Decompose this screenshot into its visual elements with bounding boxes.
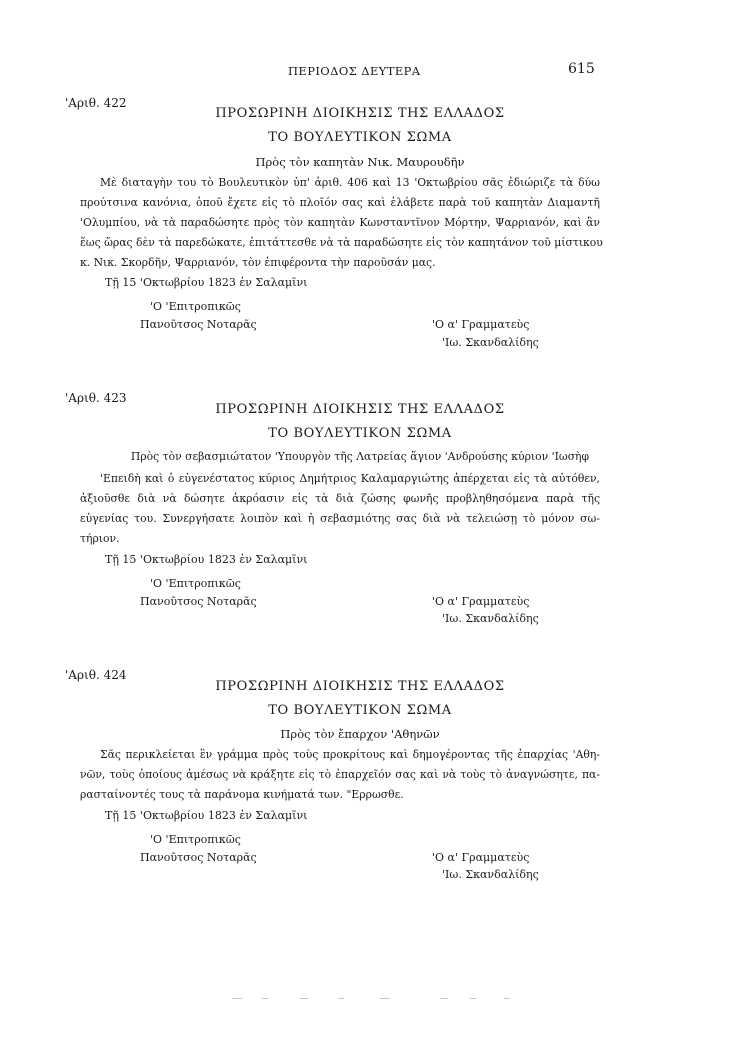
document-subtitle: ΤΟ ΒΟΥΛΕΥΤΙΚΟΝ ΣΩΜΑ xyxy=(268,426,452,441)
document-body xyxy=(80,173,603,273)
scan-speck xyxy=(440,998,448,999)
scan-speck xyxy=(300,998,308,999)
signatory-name: Πανοῦτσος Νοταρᾶς xyxy=(140,851,257,864)
secretary-role: 'Ο α' Γραμματεὺς xyxy=(432,851,530,864)
body-line: νῶν, τοὺς ὁποίους ἀμέσως νὰ κράξητε εἰς τὸ ἐπαρχεῖόν σας καὶ νὰ τοὺς τὸ ἀναγνώσητε, πα- xyxy=(80,768,600,781)
document-subtitle: ΤΟ ΒΟΥΛΕΥΤΙΚΟΝ ΣΩΜΑ xyxy=(268,130,452,145)
body-line: ρασταίνοντές τους τὰ παράνομα κινήματά των. "Ερρωσθε. xyxy=(80,788,404,801)
addressee: Πρὸς τὸν σεβασμιώτατον 'Υπουργὸν τῆς Λατρείας ἅγιον 'Ανδρούσης κύριον 'Ιωσὴφ xyxy=(130,450,590,463)
body-line: εὐγενίας του. Συνεργήσατε λοιπὸν καὶ ἡ σεβασμιότης σας διὰ νὰ τελειώσῃ τὸ μόνον σω- xyxy=(80,512,600,525)
document-body xyxy=(80,469,600,549)
signatory-role: 'Ο 'Επιτροπικῶς xyxy=(150,833,241,846)
secretary-name: 'Ιω. Σκανδαλίδης xyxy=(442,336,539,349)
secretary-role: 'Ο α' Γραμματεὺς xyxy=(432,595,530,608)
date-line: Τῇ 15 'Οκτωβρίου 1823 ἐν Σαλαμῖνι xyxy=(105,276,308,289)
signatory-role: 'Ο 'Επιτροπικῶς xyxy=(150,577,241,590)
body-line: προύτσινα κανόνια, ὁποῦ ἔχετε εἰς τὸ πλοῖόν σας καὶ ἐλάβετε παρὰ τοῦ καπητὰν Διαμαντῆ xyxy=(80,196,600,209)
document-title: ΠΡΟΣΩΡΙΝΗ ΔΙΟΙΚΗΣΙΣ ΤΗΣ ΕΛΛΑΔΟΣ xyxy=(215,679,505,694)
document-number: 'Αριθ. 422 xyxy=(65,96,127,110)
document-subtitle: ΤΟ ΒΟΥΛΕΥΤΙΚΟΝ ΣΩΜΑ xyxy=(268,703,452,718)
scan-speck xyxy=(232,998,242,999)
signatory-name: Πανοῦτσος Νοταρᾶς xyxy=(140,318,257,331)
addressee: Πρὸς τὸν ἔπαρχον 'Αθηνῶν xyxy=(280,727,440,741)
body-line: Σᾶς περικλείεται ἓν γράμμα πρὸς τοὺς προκρίτους καὶ δημογέροντας τῆς ἐπαρχίας 'Αθη- xyxy=(100,748,600,761)
scan-speck xyxy=(262,998,268,999)
date-line: Τῇ 15 'Οκτωβρίου 1823 ἐν Σαλαμῖνι xyxy=(105,809,308,822)
body-line: ἀξιοῦσθε διὰ νὰ δώσητε ἀκρόασιν εἰς τὰ διὰ ζώσης φωνῆς προβληθησόμενα παρὰ τῆς xyxy=(80,492,600,505)
signatory-role: 'Ο 'Επιτροπικῶς xyxy=(150,300,241,313)
page-number: 615 xyxy=(568,61,595,77)
secretary-role: 'Ο α' Γραμματεὺς xyxy=(432,318,530,331)
signatory-name: Πανοῦτσος Νοταρᾶς xyxy=(140,595,257,608)
document-title: ΠΡΟΣΩΡΙΝΗ ΔΙΟΙΚΗΣΙΣ ΤΗΣ ΕΛΛΑΔΟΣ xyxy=(215,402,505,417)
scan-speck xyxy=(470,998,476,999)
addressee: Πρὸς τὸν καπητὰν Νικ. Μαυρουδῆν xyxy=(255,155,465,169)
document-number: 'Αριθ. 424 xyxy=(65,668,127,682)
secretary-name: 'Ιω. Σκανδαλίδης xyxy=(442,868,539,881)
running-title: ΠΕΡΙΟΔΟΣ ΔΕΥΤΕΡΑ xyxy=(288,64,421,78)
secretary-name: 'Ιω. Σκανδαλίδης xyxy=(442,612,539,625)
scan-speck xyxy=(380,998,390,999)
document-title: ΠΡΟΣΩΡΙΝΗ ΔΙΟΙΚΗΣΙΣ ΤΗΣ ΕΛΛΑΔΟΣ xyxy=(215,106,505,121)
body-line: τήριον. xyxy=(80,532,120,545)
document-body xyxy=(80,745,600,805)
body-line: κ. Νικ. Σκορδῆν, Ψαρριανόν, τὸν ἐπιφέροντα τὴν παροῦσάν μας. xyxy=(80,256,436,269)
body-line: ἕως ὥρας δὲν τὰ παρεδώκατε, ἐπιτάττεσθε νὰ τὰ παραδώσητε εἰς τὸν καπητάνον τοῦ μίστικου xyxy=(80,236,603,249)
document-number: 'Αριθ. 423 xyxy=(65,391,127,405)
date-line: Τῇ 15 'Οκτωβρίου 1823 ἐν Σαλαμῖνι xyxy=(105,553,308,566)
body-line: 'Επειδὴ καὶ ὁ εὐγενέστατος κύριος Δημήτριος Καλαμαργιώτης ἀπέρχεται εἰς τὰ αὐτόθεν, xyxy=(100,472,600,485)
body-line: 'Ολυμπίου, νὰ τὰ παραδώσητε πρὸς τὸν καπητὰν Κωνσταντῖνον Μόρτην, Ψαρριανόν, καὶ ἂν xyxy=(80,216,600,229)
body-line: Μὲ διαταγὴν του τὸ Βουλευτικὸν ὑπ' ἀριθ. 406 καὶ 13 'Οκτωβρίου σᾶς ἐδιώριζε τὰ δύω xyxy=(100,176,600,189)
scan-speck xyxy=(338,998,344,999)
scan-speck xyxy=(504,998,510,999)
